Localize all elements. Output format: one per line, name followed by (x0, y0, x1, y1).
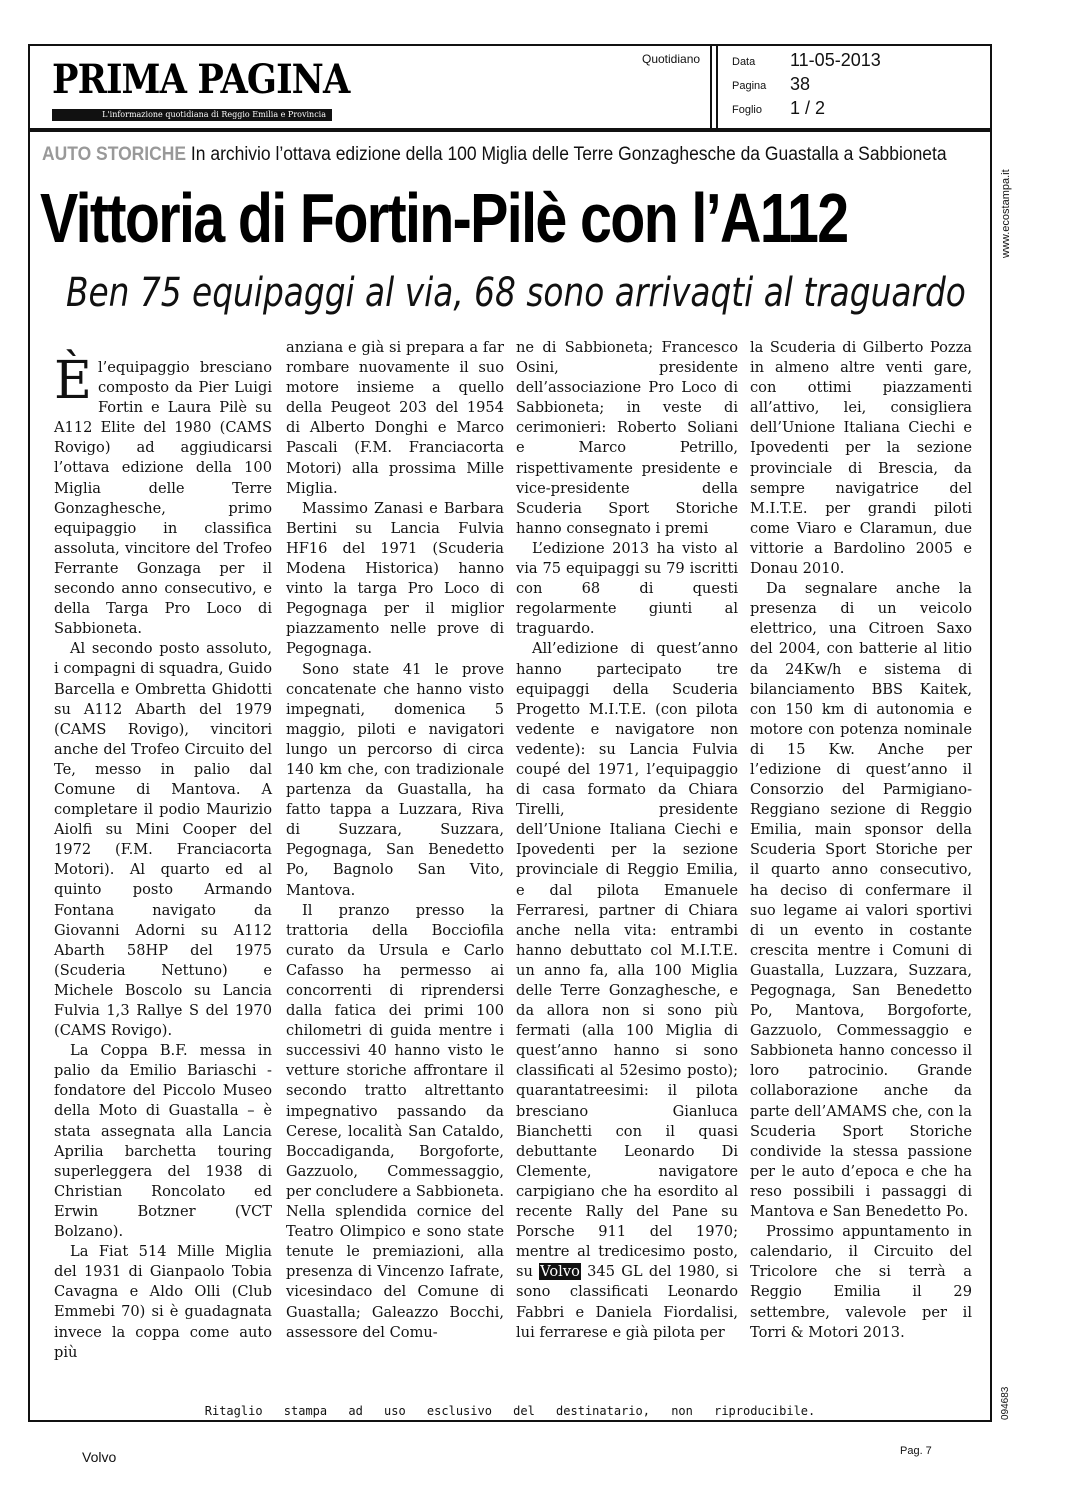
paragraph: ne di Sabbioneta; Francesco Osini, presidente dell’associazione Pro Loco di Sabbioneta; in veste di cerimonieri: Roberto Soliani e Marco Petrillo, rispettivamente presidente e vice-presidente della Scuderia Sport Storiche hanno consegnato i premi (516, 339, 738, 537)
kicker-text: In archivio l’ottava edizione della 100 Miglia delle Terre Gonzaghesche da Guastalla a Sabbioneta (190, 144, 947, 165)
masthead: PRIMA PAGINA (52, 56, 350, 103)
clipping-notice: Ritaglio stampa ad uso esclusivo del destinatario, non riproducibile. (204, 1404, 816, 1418)
paragraph: la Scuderia di Gilberto Pozza in almeno altre venti gare, con ottimi piazzamenti all’attivo, lei, consigliera dell’Unione Italiana Ciechi e Ipovedenti per la sezione provinciale di Brescia, da sempre navigatrice del M.I.T.E. per grandi piloti come Viaro e Claramun, due vittorie a Bardolino 2005 e Donau 2010. (750, 339, 972, 578)
meta-label-sheet: Foglio (732, 104, 762, 116)
side-url: www.ecostampa.it (1000, 169, 1012, 258)
paragraph: Sono state 41 le prove concatenate che hanno visto impegnati, domenica 5 maggio, piloti e navigatori lungo un percorso di circa 140 km che, con tradizionale partenza da Guastalla, ha fatto tappa a Luzzara, Riva di Suzzara, Suzzara, Pegognaga, San Benedetto Po, Bagnolo San Vito, Mantova. (286, 660, 504, 899)
paragraph: La Coppa B.F. messa in palio da Emilio Bariaschi - fondatore del Piccolo Museo della Moto di Guastalla – è stata assegnata alla Lancia Aprilia barchetta touring superleggera del 1938 di Christian Roncolato ed Erwin Botzner (VCT Bolzano). (54, 1042, 272, 1241)
page-number: Pag. 7 (900, 1445, 932, 1457)
meta-value-page: 38 (790, 74, 811, 94)
article-column-4 (750, 338, 972, 1343)
highlighted-keyword: Volvo (540, 1263, 580, 1281)
article-column-3 (516, 338, 738, 1343)
publication-type: Quotidiano (642, 52, 701, 66)
meta-value-date: 11-05-2013 (790, 50, 881, 70)
kicker-section: AUTO STORICHE (42, 144, 187, 165)
article-column-1 (54, 351, 272, 1363)
paragraph: Èl’equipaggio bresciano composto da Pier Luigi Fortin e Laura Pilè su A112 Elite del 1980 (CAMS Rovigo) ad aggiudicarsi l’ottava edizione della 100 Miglia delle Terre Gonzaghesche, primo equipaggio in classifica assoluta, vincitore del Trofeo Ferrante Gonzaga per il secondo anno consecutivo, e della Targa Pro Loco di Sabbioneta. (54, 351, 272, 638)
dropcap: È (54, 351, 92, 411)
paragraph: anziana e già si prepara a far rombare nuovamente il suo motore insieme a quello della Peugeot 203 del 1954 di Alberto Donghi e Marco Pascali (F.M. Franciacorta Motori) alla prossima Mille Miglia. (286, 339, 504, 497)
headline: Vittoria di Fortin-Pilè con l’A112 (40, 179, 848, 257)
paragraph: Massimo Zanasi e Barbara Bertini su Lancia Fulvia HF16 del 1971 (Scuderia Modena Historica) hanno vinto la targa Pro Loco di Pegognaga per il miglior piazzamento nelle prove di Pegognaga. (286, 499, 504, 658)
subheadline: Ben 75 equipaggi al via, 68 sono arrivaqti al traguardo (66, 270, 966, 316)
article-column-2 (286, 338, 504, 1343)
masthead-tagline: L'informazione quotidiana di Reggio Emilia e Provincia (52, 109, 332, 121)
meta-label-date: Data (732, 56, 756, 68)
paragraph: La Fiat 514 Mille Miglia del 1931 di Gianpaolo Tobia Cavagna e Aldo Olli (Club Emmebi 70) si è guadagnata invece la coppa come auto più (54, 1243, 272, 1361)
kicker (42, 144, 947, 166)
meta-value-sheet: 1 / 2 (790, 98, 826, 118)
paragraph: Il pranzo presso la trattoria della Bocciofila curato da Ursula e Carlo Cafasso ha permesso ai concorrenti di riprendersi dalla fatica dei primi 100 chilometri di guida mentre i successivi 40 hanno visto le vetture storiche affrontare il secondo tratto altrettanto impegnativo passando da Cerese, località San Cataldo, Boccadiganda, Borgoforte, Gazzuolo, Commessaggio, per concludere a Sabbioneta. Nella splendida cornice del Teatro Olimpico e sono state tenute le premiazioni, alla presenza di Vincenzo Iafrate, vicesindaco del Comune di Guastalla; Galeazzo Bocchi, assessore del Comu- (286, 901, 504, 1341)
footer-keyword: Volvo (82, 1449, 117, 1465)
paragraph: Al secondo posto assoluto, i compagni di squadra, Guido Barcella e Ombretta Ghidotti su A112 Abarth del 1979 (CAMS Rovigo), vincitori anche del Trofeo Circuito del Te, messo in palio dal Comune di Mantova. A completare il podio Maurizio Aiolfi su Mini Cooper del 1972 (F.M. Franciacorta Motori). Al quarto ed al quinto posto Armando Fontana navigato da Giovanni Adorni su A112 Abarth 58HP del 1975 (Scuderia Nettuno) e Michele Boscolo su Lancia Fulvia 1,3 Rallye S del 1970 (CAMS Rovigo). (54, 640, 272, 1040)
paragraph: L’edizione 2013 ha visto al via 75 equipaggi su 79 iscritti con 68 di questi regolarmente giunti al traguardo. (516, 539, 738, 638)
paragraph: All’edizione di quest’anno hanno partecipato tre equipaggi della Scuderia Progetto M.I.T.E. (con pilota vedente e navigatore non vedente): su Lancia Fulvia coupé del 1971, l’equipaggio di casa formato da Chiara Tirelli, presidente dell’Unione Italiana Ciechi e Ipovedenti per la sezione provinciale di Reggio Emilia, e dal pilota Emanuele Ferraresi, partner di Chiara anche nella vita: entrambi hanno debuttato col M.I.T.E. un anno fa, alla 100 Miglia delle Terre Gonzaghesche, e da allora non si sono più fermati (alla 100 Miglia di quest’anno hanno si sono classificati al 52esimo posto); quarantatreesimi: il pilota bresciano Gianluca Bianchetti con il quasi debuttante Leonardo Di Clemente, navigatore carpigiano che ha esordito al recente Rally del Pane su Porsche 911 del 1970; mentre al tredicesimo posto, su Volvo 345 GL del 1980, si sono classificati Leonardo Fabbri e Daniela Fiordalisi, lui ferrarese e già pilota per (516, 640, 739, 1341)
paragraph: Da segnalare anche la presenza di un veicolo elettrico, una Citroen Saxo del 2004, con batterie al litio da 24Kw/h e sistema di bilanciamento BBS Kaitek, con 150 km di autonomia e motore con potenza nominale di 15 Kw. Anche per l’edizione di quest’anno il Consorzio del Parmigiano-Reggiano sezione di Reggio Emilia, main sponsor della Scuderia Sport Storiche per il quarto anno consecutivo, ha deciso di confermare il suo legame ai valori sportivi di un evento in costante crescita mentre i Comuni di Guastalla, Luzzara, Suzzara, Pegognaga, San Benedetto Po, Mantova, Borgoforte, Gazzuolo, Commessaggio e Sabbioneta hanno concesso il loro patrocinio. Grande collaborazione anche da parte dell’AMAMS che, con la Scuderia Sport Storiche condivide la stessa passione per le auto d’epoca e che ha reso possibili i passaggi di Mantova e San Benedetto Po. (750, 580, 972, 1221)
paragraph: Prossimo appuntamento in calendario, il Circuito del Tricolore che si terrà a Reggio Emilia il 29 settembre, valevole per il Torri & Motori 2013. (750, 1223, 972, 1341)
side-code: 094683 (1000, 1386, 1011, 1420)
meta-label-page: Pagina (732, 80, 767, 92)
